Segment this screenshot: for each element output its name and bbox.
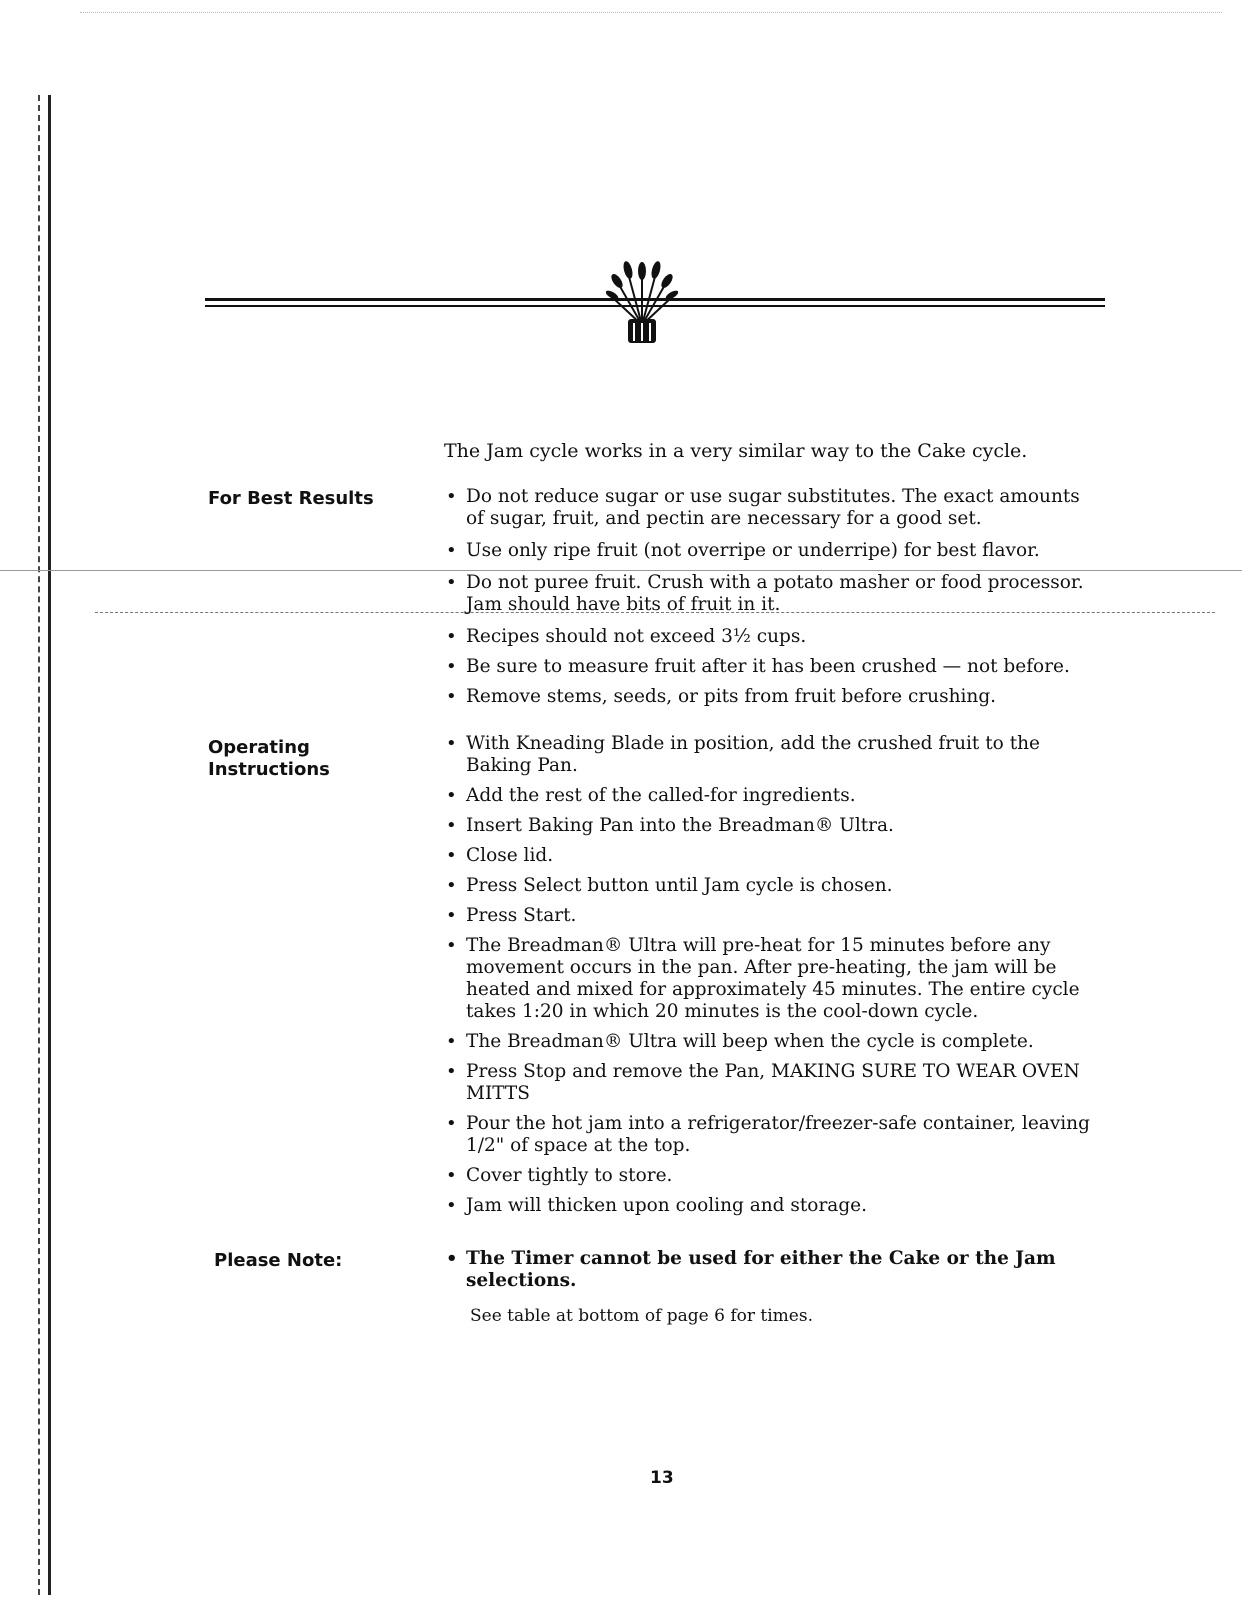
list-item: • Close lid. bbox=[444, 845, 1094, 867]
list-item: • Recipes should not exceed 3½ cups. bbox=[444, 626, 1094, 648]
list-item: • Add the rest of the called-for ingredients. bbox=[444, 785, 1094, 807]
list-item: • Remove stems, seeds, or pits from fruit before crushing. bbox=[444, 686, 1094, 708]
list-item: • Press Start. bbox=[444, 905, 1094, 927]
list-item: • Press Select button until Jam cycle is chosen. bbox=[444, 875, 1094, 897]
binding-edge-dashed bbox=[38, 95, 43, 1595]
page-number: 13 bbox=[650, 1468, 674, 1488]
best-results-list bbox=[444, 486, 1094, 708]
list-item: • The Breadman® Ultra will pre-heat for 15 minutes before any movement occurs in the pan. After pre-heating, the jam will be heated and mixed for approximately 45 minutes. The entire cycle takes 1:20 in which 20 minutes is the cool-down cycle. bbox=[444, 935, 1094, 1023]
list-item: • Do not reduce sugar or use sugar substitutes. The exact amounts of sugar, fruit, and pectin are necessary for a good set. bbox=[444, 486, 1094, 530]
intro-text: The Jam cycle works in a very similar way to the Cake cycle. bbox=[444, 440, 1028, 462]
please-note-heading: Please Note: bbox=[214, 1250, 343, 1271]
operating-heading-line2: Instructions bbox=[208, 759, 330, 780]
list-item: • Use only ripe fruit (not overripe or underripe) for best flavor. bbox=[444, 540, 1094, 562]
list-item: • Be sure to measure fruit after it has been crushed — not before. bbox=[444, 656, 1094, 678]
list-item: • Pour the hot jam into a refrigerator/freezer-safe container, leaving 1/2" of space at the top. bbox=[444, 1113, 1094, 1157]
list-item: • With Kneading Blade in position, add the crushed fruit to the Baking Pan. bbox=[444, 733, 1094, 777]
please-note-subtext: See table at bottom of page 6 for times. bbox=[470, 1306, 813, 1326]
please-note-list bbox=[444, 1248, 1094, 1292]
binding-edge-solid bbox=[48, 95, 54, 1595]
operating-heading bbox=[208, 737, 330, 781]
list-item: • Jam will thicken upon cooling and storage. bbox=[444, 1195, 1094, 1217]
best-results-heading: For Best Results bbox=[208, 488, 374, 509]
list-item: • The Timer cannot be used for either the Cake or the Jam selections. bbox=[444, 1248, 1094, 1292]
list-item: • The Breadman® Ultra will beep when the cycle is complete. bbox=[444, 1031, 1094, 1053]
list-item: • Do not puree fruit. Crush with a potato masher or food processor. Jam should have bits of fruit in it. bbox=[444, 572, 1094, 616]
operating-heading-line1: Operating bbox=[208, 737, 310, 758]
scan-edge-line bbox=[80, 12, 1222, 13]
list-item: • Cover tightly to store. bbox=[444, 1165, 1094, 1187]
wheat-sheaf-icon bbox=[606, 255, 678, 351]
list-item: • Press Stop and remove the Pan, MAKING SURE TO WEAR OVEN MITTS bbox=[444, 1061, 1094, 1105]
list-item: • Insert Baking Pan into the Breadman® Ultra. bbox=[444, 815, 1094, 837]
operating-list bbox=[444, 733, 1094, 1217]
